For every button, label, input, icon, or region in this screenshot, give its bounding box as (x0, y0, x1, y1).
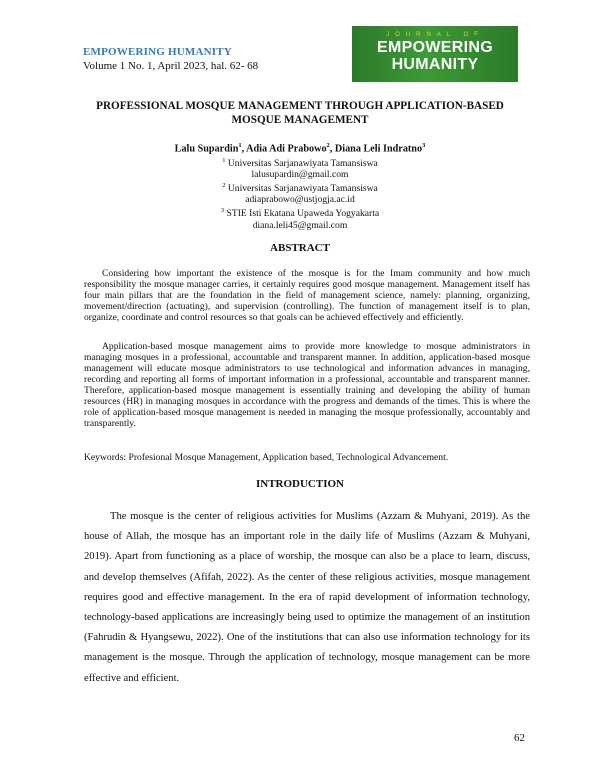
banner-top-text: JOURNAL OF (386, 32, 484, 38)
article-title: PROFESSIONAL MOSQUE MANAGEMENT THROUGH APPLICATION-BASED MOSQUE MANAGEMENT (96, 100, 504, 126)
author-mark: 2 (326, 142, 330, 149)
affiliation-block (80, 155, 520, 231)
author-name: Lalu Supardin (174, 143, 239, 155)
banner-line-2: HUMANITY (391, 56, 479, 73)
volume-info: Volume 1 No. 1, April 2023, hal. 62- 68 (83, 60, 259, 72)
introduction-paragraph: The mosque is the center of religious activities for Muslims (Azzam & Muhyani, 2019). As the house of Allah, the mosque has an important role in the daily life of Muslims (Azzam & Muhyani, 2019). Apart from functioning as a place of worship, the mosque can also be a place to learn, discuss, and develop themselves (Afifah, 2022). As the center of these religious activities, mosque management requires good and effective management. In the era of rapid development of information technology, technology-based applications are increasingly being used to optimize the management of an institution (Fahrudin & Hyangsewu, 2022). One of the institutions that can also use information technology for its management is the mosque. Through the application of technology, mosque management can be more effective and efficient. (84, 511, 530, 684)
abstract-paragraph: Considering how important the existence of the mosque is for the Imam community and how much responsibility the mosque manager carries, it certainly requires good mosque management. Management itself has four main pillars that are the foundation in the field of management science, namely: planning, organizing, movement/direction (actuating), and supervision (controlling). The function of management itself is to plan, organize, coordinate and control resources so that goals can be achieved effectively and efficiently. (84, 268, 530, 323)
author-name: Adia Adi Prabowo (246, 143, 327, 155)
author-mark: 3 (422, 142, 426, 149)
author-name: Diana Leli Indratno (334, 143, 423, 155)
introduction-heading: INTRODUCTION (255, 478, 344, 490)
affiliation-institution: $^2$ Universitas Sarjanawiyata Tamansiswa (222, 182, 378, 195)
abstract-paragraph: Application-based mosque management aims to provide more knowledge to mosque administrators in managing mosques in a professional, accountable and transparent manner. In addition, application-based mosque management will educate mosque administrators to use technological and information advances in managing, recording and reporting all forms of important information in a professional, accountable and transparent manner. Therefore, application-based mosque management is essentially training and developing the ability of human resources (HR) in managing mosques in accordance with the progress and demands of the times. This is where the role of application-based mosque management is needed in managing the mosque professionally, accountably and transparently. (84, 341, 530, 429)
affiliation-institution: $^1$ Universitas Sarjanawiyata Tamansiswa (222, 157, 378, 170)
affiliation-email: lalusupardin@gmail.com (251, 169, 349, 181)
affiliation-institution: $^3$ STIE Isti Ekatana Upaweda Yogyakarta (220, 207, 380, 220)
affiliation-email: diana.leli45@gmail.com (252, 219, 348, 231)
author-list: Lalu Supardin$^1$, Adia Adi Prabowo$^2$, Diana Leli Indratno$^3$ (174, 142, 426, 155)
journal-name: EMPOWERING HUMANITY (83, 46, 232, 58)
journal-banner-logo (352, 26, 518, 82)
author-mark: 1 (238, 142, 242, 149)
banner-line-1: EMPOWERING (377, 39, 493, 56)
keywords: Keywords: Profesional Mosque Management, Application based, Technological Advancement. (84, 452, 449, 463)
page-number: 62 (514, 732, 525, 744)
affiliation-email: adiaprabowo@ustjogja.ac.id (245, 194, 355, 206)
abstract-heading: ABSTRACT (270, 242, 330, 254)
